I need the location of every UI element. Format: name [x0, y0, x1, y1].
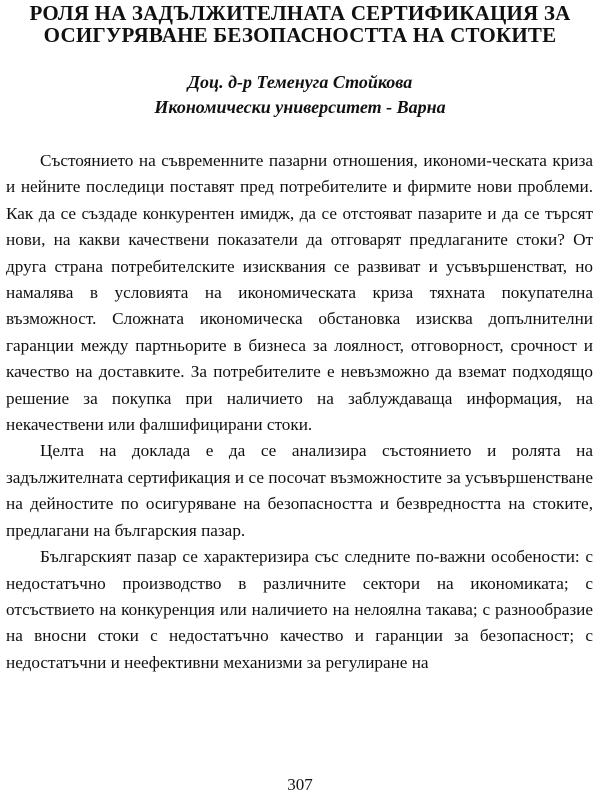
- paragraph: Българският пазар се характеризира със следните по-важни особености: с недостатъчно производство в различните сектори на икономиката; с отсъствието на конкуренция или наличието на нелоялна такава; с разнообразие на вносни стоки с недостатъчно качество и гаранции за безопасност; с недостатъчни и неефективни механизми за регулиране на: [6, 547, 593, 672]
- title-line-1: РОЛЯ НА ЗАДЪЛЖИТЕЛНАТА СЕРТИФИКАЦИЯ ЗА: [29, 1, 571, 25]
- paragraph: Състоянието на съвременните пазарни отношения, икономи-ческата криза и нейните последици поставят пред потребителите и фирмите нови проблеми. Как да се създаде конкурентен имидж, да се отстояват пазарите и да се търсят нови, на какви качествени показатели да отговарят предлаганите стоки? От друга страна потребителските изисквания се развиват и усъвършенстват, но намалява в условията на икономическата криза тяхната покупателна възможност. Сложната икономическа обстановка изисква допълнителни гаранции между партньорите в бизнеса за лоялност, отговорност, срочност и качество на доставките. За потребителите е невъзможно да вземат подходящо решение за покупка при наличието на заблуждаваща информация, на некачествени или фалшифицирани стоки.: [6, 151, 593, 435]
- author-name: Доц. д-р Теменуга Стойкова: [187, 72, 413, 92]
- title-line-2: ОСИГУРЯВАНЕ БЕЗОПАСНОСТТА НА СТОКИТЕ: [43, 23, 557, 47]
- author-affiliation: Икономически университет - Варна: [154, 97, 446, 117]
- page-number: 307: [287, 775, 313, 794]
- body-text: [6, 148, 593, 676]
- paragraph: Целта на доклада е да се анализира състоянието и ролята на задължителната сертификация и се посочат възможностите за усъвършенстване на дейностите по осигуряване на безопасността и безвредността на стоките, предлагани на българския пазар.: [6, 441, 593, 540]
